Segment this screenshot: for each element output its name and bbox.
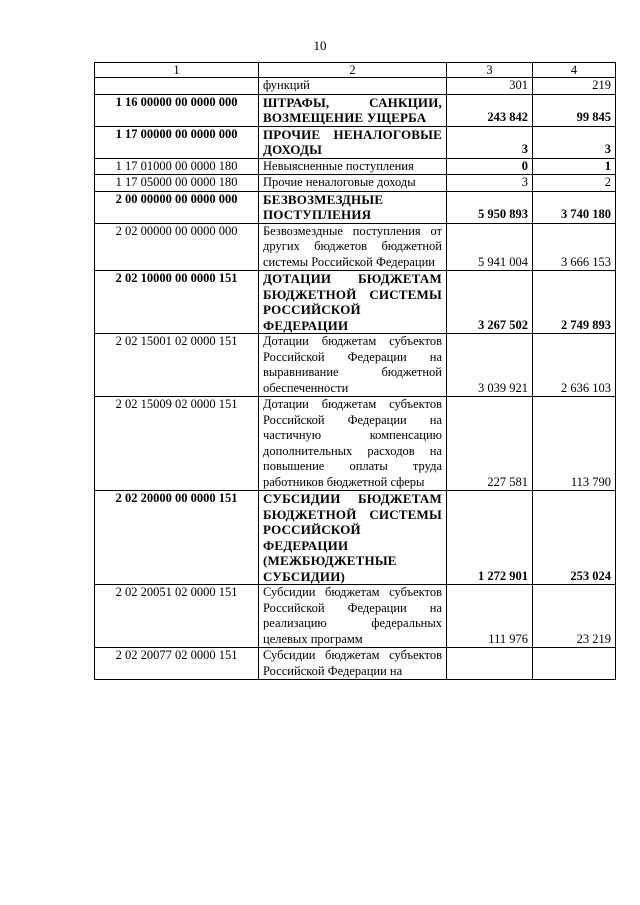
value-col4-cell: 113 790 — [533, 397, 616, 491]
code-cell: 1 17 00000 00 0000 000 — [95, 126, 259, 158]
name-cell: Дотации бюджетам субъектов Российской Федерации на частичную компенсацию дополнительных расходов на повышение оплаты труда работников бюджетной сферы — [259, 397, 447, 491]
value-col3-cell: 5 950 893 — [447, 191, 533, 223]
value-col4-cell: 219 — [533, 78, 616, 95]
value-col3-cell: 3 267 502 — [447, 271, 533, 334]
table-row — [95, 271, 616, 334]
value-col4-cell: 99 845 — [533, 94, 616, 126]
table-row — [95, 94, 616, 126]
table-row — [95, 158, 616, 175]
code-cell: 2 02 20051 02 0000 151 — [95, 585, 259, 648]
table-row — [95, 491, 616, 585]
name-cell: ДОТАЦИИ БЮДЖЕТАМ БЮДЖЕТНОЙ СИСТЕМЫ РОССИЙСКОЙ ФЕДЕРАЦИИ — [259, 271, 447, 334]
table-row — [95, 397, 616, 491]
name-cell: функций — [259, 78, 447, 95]
table-row — [95, 78, 616, 95]
code-cell: 2 02 20000 00 0000 151 — [95, 491, 259, 585]
table-row — [95, 585, 616, 648]
code-cell: 2 02 15009 02 0000 151 — [95, 397, 259, 491]
name-cell: Дотации бюджетам субъектов Российской Федерации на выравнивание бюджетной обеспеченности — [259, 334, 447, 397]
value-col3-cell: 111 976 — [447, 585, 533, 648]
value-col4-cell: 2 — [533, 175, 616, 192]
value-col4-cell: 3 740 180 — [533, 191, 616, 223]
value-col4-cell: 3 666 153 — [533, 223, 616, 271]
name-cell: Субсидии бюджетам субъектов Российской Федерации на реализацию федеральных целевых программ — [259, 585, 447, 648]
name-cell: БЕЗВОЗМЕЗДНЫЕ ПОСТУПЛЕНИЯ — [259, 191, 447, 223]
table-row — [95, 334, 616, 397]
code-cell: 1 16 00000 00 0000 000 — [95, 94, 259, 126]
name-cell: ШТРАФЫ, САНКЦИИ, ВОЗМЕЩЕНИЕ УЩЕРБА — [259, 94, 447, 126]
name-cell: ПРОЧИЕ НЕНАЛОГОВЫЕ ДОХОДЫ — [259, 126, 447, 158]
code-cell: 2 02 00000 00 0000 000 — [95, 223, 259, 271]
name-cell: СУБСИДИИ БЮДЖЕТАМ БЮДЖЕТНОЙ СИСТЕМЫ РОССИЙСКОЙ ФЕДЕРАЦИИ (МЕЖБЮДЖЕТНЫЕ СУБСИДИИ) — [259, 491, 447, 585]
header-cell: 2 — [259, 63, 447, 78]
table-row — [95, 223, 616, 271]
table-row — [95, 191, 616, 223]
code-cell: 2 02 15001 02 0000 151 — [95, 334, 259, 397]
header-cell: 3 — [447, 63, 533, 78]
value-col3-cell: 3 — [447, 175, 533, 192]
code-cell: 2 00 00000 00 0000 000 — [95, 191, 259, 223]
table-row — [95, 648, 616, 680]
value-col3-cell: 0 — [447, 158, 533, 175]
code-cell: 2 02 20077 02 0000 151 — [95, 648, 259, 680]
code-cell: 1 17 05000 00 0000 180 — [95, 175, 259, 192]
value-col3-cell: 243 842 — [447, 94, 533, 126]
value-col4-cell: 2 636 103 — [533, 334, 616, 397]
code-cell: 2 02 10000 00 0000 151 — [95, 271, 259, 334]
table-row — [95, 175, 616, 192]
value-col3-cell: 227 581 — [447, 397, 533, 491]
value-col4-cell: 2 749 893 — [533, 271, 616, 334]
name-cell: Безвозмездные поступления от других бюджетов бюджетной системы Российской Федерации — [259, 223, 447, 271]
name-cell: Субсидии бюджетам субъектов Российской Федерации на — [259, 648, 447, 680]
table-row — [95, 126, 616, 158]
code-cell: 1 17 01000 00 0000 180 — [95, 158, 259, 175]
value-col3-cell — [447, 648, 533, 680]
value-col3-cell: 5 941 004 — [447, 223, 533, 271]
header-row — [95, 63, 616, 78]
value-col3-cell: 301 — [447, 78, 533, 95]
header-cell: 4 — [533, 63, 616, 78]
budget-table — [94, 62, 616, 680]
value-col4-cell — [533, 648, 616, 680]
value-col3-cell: 1 272 901 — [447, 491, 533, 585]
code-cell — [95, 78, 259, 95]
page-number: 10 — [313, 38, 327, 53]
name-cell: Прочие неналоговые доходы — [259, 175, 447, 192]
value-col3-cell: 3 — [447, 126, 533, 158]
table-body — [95, 78, 616, 680]
value-col4-cell: 23 219 — [533, 585, 616, 648]
value-col4-cell: 253 024 — [533, 491, 616, 585]
value-col4-cell: 3 — [533, 126, 616, 158]
name-cell: Невыясненные поступления — [259, 158, 447, 175]
header-cell: 1 — [95, 63, 259, 78]
value-col3-cell: 3 039 921 — [447, 334, 533, 397]
value-col4-cell: 1 — [533, 158, 616, 175]
